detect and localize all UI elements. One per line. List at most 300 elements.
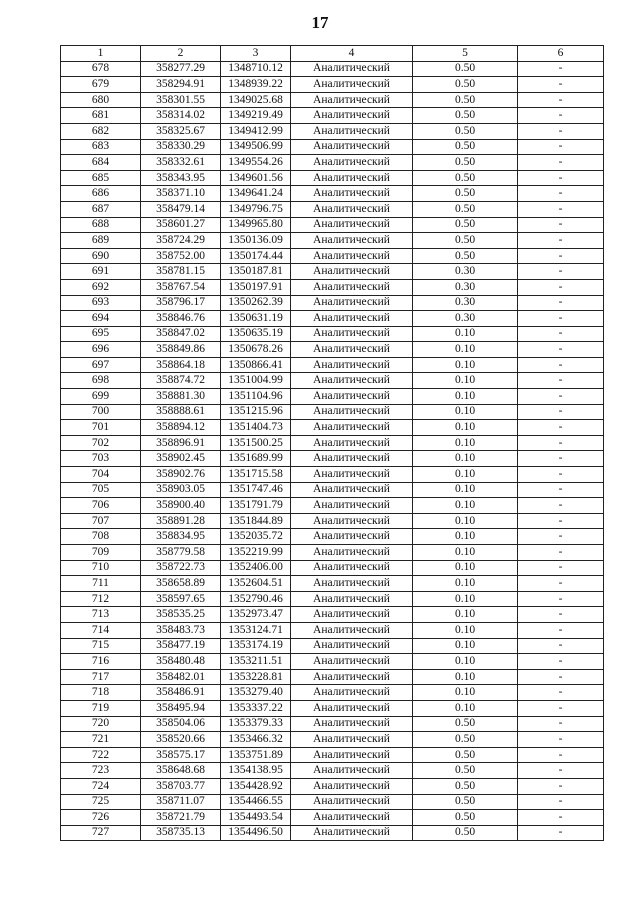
note-cell: - [518, 342, 604, 358]
point-number-cell: 678 [61, 61, 141, 77]
y-coordinate-cell: 1349219.49 [221, 108, 291, 124]
point-number-cell: 689 [61, 233, 141, 249]
method-cell: Аналитический [291, 794, 413, 810]
x-coordinate-cell: 358301.55 [141, 92, 221, 108]
accuracy-cell: 0.50 [413, 233, 518, 249]
column-header: 3 [221, 46, 291, 62]
point-number-cell: 715 [61, 638, 141, 654]
x-coordinate-cell: 358703.77 [141, 778, 221, 794]
y-coordinate-cell: 1350197.91 [221, 279, 291, 295]
table-row [61, 295, 604, 311]
point-number-cell: 719 [61, 700, 141, 716]
table-row [61, 139, 604, 155]
table-row [61, 732, 604, 748]
note-cell: - [518, 451, 604, 467]
note-cell: - [518, 654, 604, 670]
point-number-cell: 724 [61, 778, 141, 794]
point-number-cell: 727 [61, 825, 141, 841]
coordinates-table [60, 45, 604, 841]
accuracy-cell: 0.10 [413, 529, 518, 545]
column-header: 4 [291, 46, 413, 62]
note-cell: - [518, 513, 604, 529]
table-row [61, 217, 604, 233]
method-cell: Аналитический [291, 92, 413, 108]
method-cell: Аналитический [291, 451, 413, 467]
method-cell: Аналитический [291, 591, 413, 607]
accuracy-cell: 0.10 [413, 467, 518, 483]
point-number-cell: 713 [61, 607, 141, 623]
x-coordinate-cell: 358486.91 [141, 685, 221, 701]
y-coordinate-cell: 1353211.51 [221, 654, 291, 670]
point-number-cell: 722 [61, 747, 141, 763]
y-coordinate-cell: 1353466.32 [221, 732, 291, 748]
method-cell: Аналитический [291, 685, 413, 701]
table-row [61, 685, 604, 701]
accuracy-cell: 0.30 [413, 279, 518, 295]
method-cell: Аналитический [291, 357, 413, 373]
y-coordinate-cell: 1350262.39 [221, 295, 291, 311]
method-cell: Аналитический [291, 560, 413, 576]
y-coordinate-cell: 1350678.26 [221, 342, 291, 358]
table-row [61, 108, 604, 124]
note-cell: - [518, 217, 604, 233]
point-number-cell: 697 [61, 357, 141, 373]
note-cell: - [518, 607, 604, 623]
accuracy-cell: 0.50 [413, 186, 518, 202]
accuracy-cell: 0.50 [413, 778, 518, 794]
y-coordinate-cell: 1352790.46 [221, 591, 291, 607]
method-cell: Аналитический [291, 654, 413, 670]
x-coordinate-cell: 358495.94 [141, 700, 221, 716]
table-header-row [61, 46, 604, 62]
column-header: 5 [413, 46, 518, 62]
x-coordinate-cell: 358325.67 [141, 123, 221, 139]
x-coordinate-cell: 358504.06 [141, 716, 221, 732]
accuracy-cell: 0.10 [413, 545, 518, 561]
note-cell: - [518, 139, 604, 155]
x-coordinate-cell: 358874.72 [141, 373, 221, 389]
method-cell: Аналитический [291, 700, 413, 716]
y-coordinate-cell: 1351004.99 [221, 373, 291, 389]
x-coordinate-cell: 358724.29 [141, 233, 221, 249]
x-coordinate-cell: 358371.10 [141, 186, 221, 202]
point-number-cell: 718 [61, 685, 141, 701]
method-cell: Аналитический [291, 326, 413, 342]
y-coordinate-cell: 1348710.12 [221, 61, 291, 77]
y-coordinate-cell: 1351689.99 [221, 451, 291, 467]
column-header: 1 [61, 46, 141, 62]
x-coordinate-cell: 358597.65 [141, 591, 221, 607]
accuracy-cell: 0.50 [413, 92, 518, 108]
note-cell: - [518, 700, 604, 716]
accuracy-cell: 0.10 [413, 498, 518, 514]
point-number-cell: 692 [61, 279, 141, 295]
y-coordinate-cell: 1349025.68 [221, 92, 291, 108]
x-coordinate-cell: 358902.76 [141, 467, 221, 483]
x-coordinate-cell: 358330.29 [141, 139, 221, 155]
method-cell: Аналитический [291, 669, 413, 685]
x-coordinate-cell: 358903.05 [141, 482, 221, 498]
note-cell: - [518, 591, 604, 607]
note-cell: - [518, 622, 604, 638]
x-coordinate-cell: 358891.28 [141, 513, 221, 529]
x-coordinate-cell: 358849.86 [141, 342, 221, 358]
x-coordinate-cell: 358535.25 [141, 607, 221, 623]
method-cell: Аналитический [291, 576, 413, 592]
y-coordinate-cell: 1350136.09 [221, 233, 291, 249]
accuracy-cell: 0.50 [413, 825, 518, 841]
y-coordinate-cell: 1353379.33 [221, 716, 291, 732]
x-coordinate-cell: 358294.91 [141, 77, 221, 93]
accuracy-cell: 0.50 [413, 61, 518, 77]
method-cell: Аналитический [291, 342, 413, 358]
method-cell: Аналитический [291, 482, 413, 498]
note-cell: - [518, 326, 604, 342]
table-row [61, 622, 604, 638]
table-row [61, 560, 604, 576]
table-row [61, 420, 604, 436]
accuracy-cell: 0.10 [413, 591, 518, 607]
table-row [61, 77, 604, 93]
note-cell: - [518, 170, 604, 186]
note-cell: - [518, 404, 604, 420]
accuracy-cell: 0.10 [413, 420, 518, 436]
table-row [61, 638, 604, 654]
point-number-cell: 703 [61, 451, 141, 467]
y-coordinate-cell: 1349412.99 [221, 123, 291, 139]
accuracy-cell: 0.10 [413, 404, 518, 420]
point-number-cell: 680 [61, 92, 141, 108]
point-number-cell: 705 [61, 482, 141, 498]
table-row [61, 545, 604, 561]
method-cell: Аналитический [291, 77, 413, 93]
method-cell: Аналитический [291, 747, 413, 763]
note-cell: - [518, 778, 604, 794]
x-coordinate-cell: 358479.14 [141, 201, 221, 217]
method-cell: Аналитический [291, 186, 413, 202]
y-coordinate-cell: 1349601.56 [221, 170, 291, 186]
point-number-cell: 714 [61, 622, 141, 638]
point-number-cell: 704 [61, 467, 141, 483]
point-number-cell: 709 [61, 545, 141, 561]
x-coordinate-cell: 358846.76 [141, 311, 221, 327]
y-coordinate-cell: 1349965.80 [221, 217, 291, 233]
method-cell: Аналитический [291, 233, 413, 249]
note-cell: - [518, 545, 604, 561]
method-cell: Аналитический [291, 123, 413, 139]
x-coordinate-cell: 358482.01 [141, 669, 221, 685]
table-row [61, 264, 604, 280]
method-cell: Аналитический [291, 513, 413, 529]
accuracy-cell: 0.50 [413, 139, 518, 155]
y-coordinate-cell: 1353174.19 [221, 638, 291, 654]
point-number-cell: 726 [61, 810, 141, 826]
note-cell: - [518, 825, 604, 841]
x-coordinate-cell: 358658.89 [141, 576, 221, 592]
point-number-cell: 700 [61, 404, 141, 420]
accuracy-cell: 0.10 [413, 576, 518, 592]
table-row [61, 654, 604, 670]
point-number-cell: 707 [61, 513, 141, 529]
accuracy-cell: 0.10 [413, 654, 518, 670]
table-row [61, 513, 604, 529]
note-cell: - [518, 435, 604, 451]
table-row [61, 61, 604, 77]
x-coordinate-cell: 358601.27 [141, 217, 221, 233]
y-coordinate-cell: 1351215.96 [221, 404, 291, 420]
y-coordinate-cell: 1352604.51 [221, 576, 291, 592]
method-cell: Аналитический [291, 217, 413, 233]
method-cell: Аналитический [291, 201, 413, 217]
x-coordinate-cell: 358480.48 [141, 654, 221, 670]
table-row [61, 716, 604, 732]
y-coordinate-cell: 1354428.92 [221, 778, 291, 794]
y-coordinate-cell: 1348939.22 [221, 77, 291, 93]
note-cell: - [518, 123, 604, 139]
x-coordinate-cell: 358483.73 [141, 622, 221, 638]
x-coordinate-cell: 358277.29 [141, 61, 221, 77]
accuracy-cell: 0.50 [413, 77, 518, 93]
x-coordinate-cell: 358781.15 [141, 264, 221, 280]
table-row [61, 810, 604, 826]
point-number-cell: 690 [61, 248, 141, 264]
x-coordinate-cell: 358477.19 [141, 638, 221, 654]
method-cell: Аналитический [291, 264, 413, 280]
x-coordinate-cell: 358900.40 [141, 498, 221, 514]
note-cell: - [518, 732, 604, 748]
accuracy-cell: 0.10 [413, 342, 518, 358]
note-cell: - [518, 186, 604, 202]
accuracy-cell: 0.10 [413, 513, 518, 529]
point-number-cell: 706 [61, 498, 141, 514]
method-cell: Аналитический [291, 373, 413, 389]
note-cell: - [518, 77, 604, 93]
x-coordinate-cell: 358894.12 [141, 420, 221, 436]
point-number-cell: 685 [61, 170, 141, 186]
note-cell: - [518, 560, 604, 576]
table-row [61, 311, 604, 327]
x-coordinate-cell: 358332.61 [141, 155, 221, 171]
method-cell: Аналитический [291, 545, 413, 561]
point-number-cell: 716 [61, 654, 141, 670]
method-cell: Аналитический [291, 170, 413, 186]
point-number-cell: 682 [61, 123, 141, 139]
y-coordinate-cell: 1353228.81 [221, 669, 291, 685]
method-cell: Аналитический [291, 155, 413, 171]
point-number-cell: 708 [61, 529, 141, 545]
note-cell: - [518, 92, 604, 108]
method-cell: Аналитический [291, 435, 413, 451]
note-cell: - [518, 810, 604, 826]
y-coordinate-cell: 1353337.22 [221, 700, 291, 716]
table-row [61, 357, 604, 373]
x-coordinate-cell: 358752.00 [141, 248, 221, 264]
page-number: 17 [311, 13, 329, 32]
table-row [61, 529, 604, 545]
x-coordinate-cell: 358847.02 [141, 326, 221, 342]
table-row [61, 591, 604, 607]
accuracy-cell: 0.50 [413, 201, 518, 217]
method-cell: Аналитический [291, 404, 413, 420]
method-cell: Аналитический [291, 763, 413, 779]
point-number-cell: 688 [61, 217, 141, 233]
x-coordinate-cell: 358314.02 [141, 108, 221, 124]
column-header: 6 [518, 46, 604, 62]
x-coordinate-cell: 358735.13 [141, 825, 221, 841]
y-coordinate-cell: 1350866.41 [221, 357, 291, 373]
note-cell: - [518, 264, 604, 280]
table-row [61, 607, 604, 623]
note-cell: - [518, 61, 604, 77]
y-coordinate-cell: 1349554.26 [221, 155, 291, 171]
y-coordinate-cell: 1351500.25 [221, 435, 291, 451]
point-number-cell: 699 [61, 389, 141, 405]
note-cell: - [518, 794, 604, 810]
x-coordinate-cell: 358796.17 [141, 295, 221, 311]
point-number-cell: 710 [61, 560, 141, 576]
x-coordinate-cell: 358902.45 [141, 451, 221, 467]
accuracy-cell: 0.10 [413, 389, 518, 405]
y-coordinate-cell: 1352406.00 [221, 560, 291, 576]
method-cell: Аналитический [291, 732, 413, 748]
y-coordinate-cell: 1354466.55 [221, 794, 291, 810]
x-coordinate-cell: 358881.30 [141, 389, 221, 405]
point-number-cell: 720 [61, 716, 141, 732]
point-number-cell: 701 [61, 420, 141, 436]
table-row [61, 123, 604, 139]
accuracy-cell: 0.50 [413, 170, 518, 186]
table-row [61, 279, 604, 295]
table-row [61, 155, 604, 171]
y-coordinate-cell: 1350174.44 [221, 248, 291, 264]
point-number-cell: 693 [61, 295, 141, 311]
y-coordinate-cell: 1351747.46 [221, 482, 291, 498]
accuracy-cell: 0.30 [413, 295, 518, 311]
y-coordinate-cell: 1352035.72 [221, 529, 291, 545]
method-cell: Аналитический [291, 248, 413, 264]
table-row [61, 825, 604, 841]
table-row [61, 451, 604, 467]
note-cell: - [518, 467, 604, 483]
y-coordinate-cell: 1350187.81 [221, 264, 291, 280]
note-cell: - [518, 311, 604, 327]
x-coordinate-cell: 358722.73 [141, 560, 221, 576]
method-cell: Аналитический [291, 622, 413, 638]
accuracy-cell: 0.30 [413, 311, 518, 327]
accuracy-cell: 0.50 [413, 732, 518, 748]
accuracy-cell: 0.10 [413, 373, 518, 389]
x-coordinate-cell: 358648.68 [141, 763, 221, 779]
x-coordinate-cell: 358888.61 [141, 404, 221, 420]
point-number-cell: 696 [61, 342, 141, 358]
accuracy-cell: 0.10 [413, 451, 518, 467]
method-cell: Аналитический [291, 295, 413, 311]
column-header: 2 [141, 46, 221, 62]
method-cell: Аналитический [291, 716, 413, 732]
method-cell: Аналитический [291, 108, 413, 124]
method-cell: Аналитический [291, 61, 413, 77]
point-number-cell: 694 [61, 311, 141, 327]
point-number-cell: 695 [61, 326, 141, 342]
table-body [61, 61, 604, 841]
x-coordinate-cell: 358779.58 [141, 545, 221, 561]
accuracy-cell: 0.10 [413, 560, 518, 576]
note-cell: - [518, 716, 604, 732]
point-number-cell: 698 [61, 373, 141, 389]
x-coordinate-cell: 358864.18 [141, 357, 221, 373]
point-number-cell: 717 [61, 669, 141, 685]
accuracy-cell: 0.50 [413, 794, 518, 810]
y-coordinate-cell: 1354138.95 [221, 763, 291, 779]
x-coordinate-cell: 358520.66 [141, 732, 221, 748]
table-row [61, 404, 604, 420]
accuracy-cell: 0.50 [413, 217, 518, 233]
table-row [61, 763, 604, 779]
table-row [61, 342, 604, 358]
point-number-cell: 691 [61, 264, 141, 280]
note-cell: - [518, 576, 604, 592]
method-cell: Аналитический [291, 279, 413, 295]
note-cell: - [518, 279, 604, 295]
note-cell: - [518, 201, 604, 217]
table-row [61, 389, 604, 405]
point-number-cell: 723 [61, 763, 141, 779]
accuracy-cell: 0.10 [413, 435, 518, 451]
y-coordinate-cell: 1351715.58 [221, 467, 291, 483]
y-coordinate-cell: 1351404.73 [221, 420, 291, 436]
point-number-cell: 683 [61, 139, 141, 155]
point-number-cell: 711 [61, 576, 141, 592]
note-cell: - [518, 357, 604, 373]
y-coordinate-cell: 1354493.54 [221, 810, 291, 826]
table-row [61, 201, 604, 217]
method-cell: Аналитический [291, 139, 413, 155]
note-cell: - [518, 155, 604, 171]
method-cell: Аналитический [291, 607, 413, 623]
y-coordinate-cell: 1351791.79 [221, 498, 291, 514]
y-coordinate-cell: 1353279.40 [221, 685, 291, 701]
accuracy-cell: 0.10 [413, 622, 518, 638]
accuracy-cell: 0.10 [413, 357, 518, 373]
x-coordinate-cell: 358834.95 [141, 529, 221, 545]
y-coordinate-cell: 1349641.24 [221, 186, 291, 202]
method-cell: Аналитический [291, 825, 413, 841]
note-cell: - [518, 482, 604, 498]
x-coordinate-cell: 358767.54 [141, 279, 221, 295]
y-coordinate-cell: 1349506.99 [221, 139, 291, 155]
note-cell: - [518, 685, 604, 701]
x-coordinate-cell: 358721.79 [141, 810, 221, 826]
point-number-cell: 679 [61, 77, 141, 93]
accuracy-cell: 0.50 [413, 810, 518, 826]
y-coordinate-cell: 1352973.47 [221, 607, 291, 623]
x-coordinate-cell: 358711.07 [141, 794, 221, 810]
method-cell: Аналитический [291, 389, 413, 405]
y-coordinate-cell: 1351844.89 [221, 513, 291, 529]
table-row [61, 92, 604, 108]
method-cell: Аналитический [291, 467, 413, 483]
method-cell: Аналитический [291, 778, 413, 794]
y-coordinate-cell: 1349796.75 [221, 201, 291, 217]
table-row [61, 170, 604, 186]
method-cell: Аналитический [291, 810, 413, 826]
y-coordinate-cell: 1351104.96 [221, 389, 291, 405]
note-cell: - [518, 638, 604, 654]
table-row [61, 233, 604, 249]
point-number-cell: 721 [61, 732, 141, 748]
table-row [61, 498, 604, 514]
accuracy-cell: 0.10 [413, 326, 518, 342]
